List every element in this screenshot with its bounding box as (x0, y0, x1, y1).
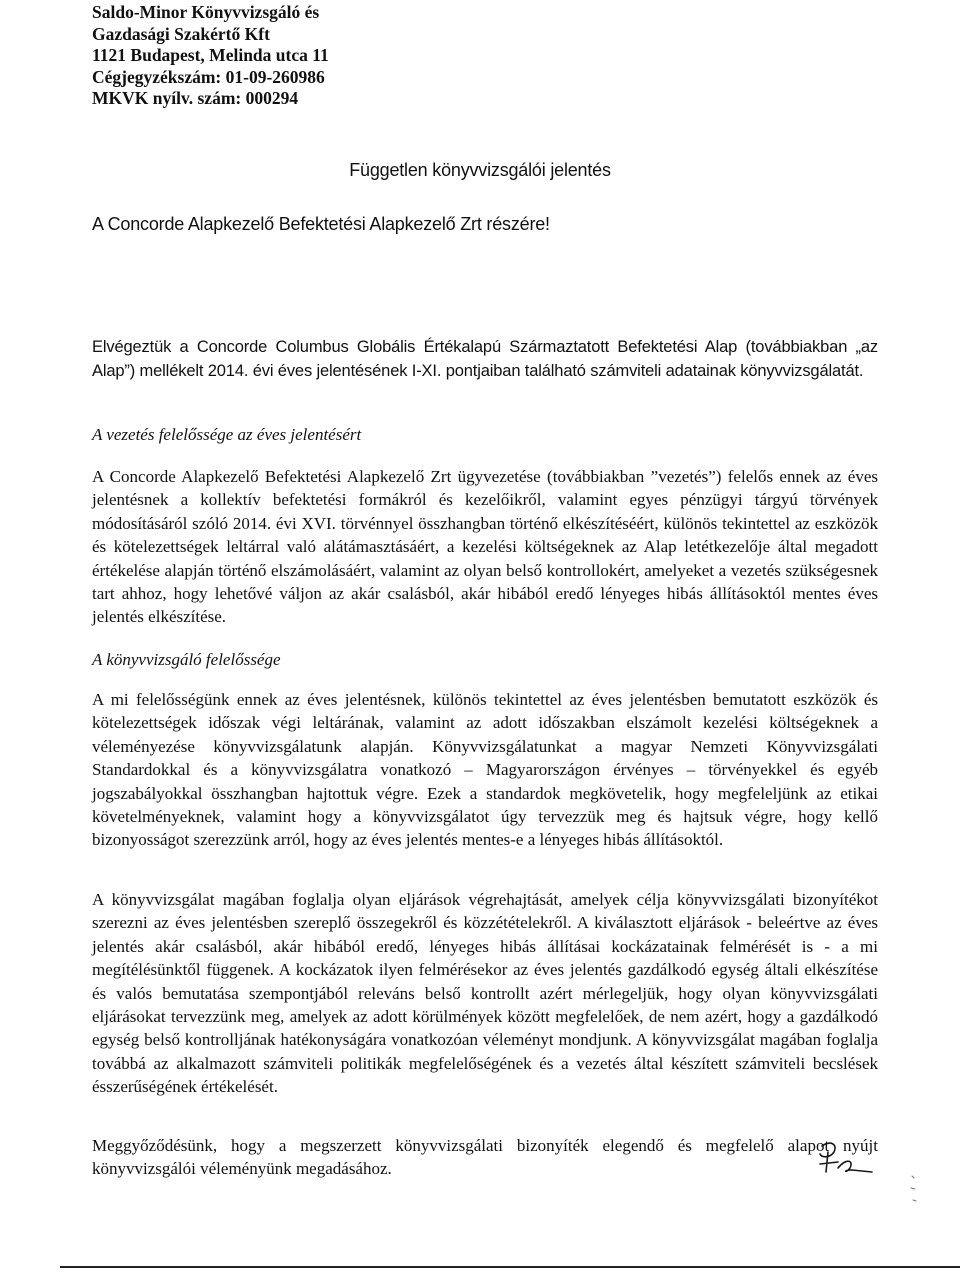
letterhead-line: Saldo-Minor Könyvvizsgáló és (92, 2, 320, 22)
section-title-auditor: A könyvvizsgáló felelőssége (92, 650, 281, 669)
bottom-divider (60, 1266, 960, 1268)
intro-paragraph: Elvégeztük a Concorde Columbus Globális Értékalapú Származtatott Befektetési Alap (továbbiakban „az Alap”) mellékelt 2014. évi éves jelentésének I-XI. pontjaiban található számviteli adatainak könyvvizsgálatát. (92, 338, 878, 380)
signature-initials (808, 1138, 878, 1186)
addressee: A Concorde Alapkezelő Befektetési Alapkezelő Zrt részére! (92, 214, 550, 234)
letterhead-line: Cégjegyzékszám: 01-09-260986 (92, 66, 325, 87)
section-title-management: A vezetés felelőssége az éves jelentésért (92, 425, 362, 444)
letterhead (92, 2, 329, 110)
paragraph-management-responsibility: A Concorde Alapkezelő Befektetési Alapkezelő Zrt ügyvezetése (továbbiakban ”vezetés”) felelős ennek az éves jelentésnek a kollektív befektetési formákról és kezelőikről, valamint egyes pénzügyi tárgyú törvények módosításáról szóló 2014. évi XVI. törvénnyel összhangban történő elkészítéséért, különös tekintettel az eszközök és kötelezettségek leltárral való alátámasztásáért, a kezelési költségeknek az Alap letétkezelője által megadott értékelése alapján történő elszámolásáért, valamint az olyan belső kontrollokért, amelyeket a vezetés szükségesnek tart ahhoz, hogy lehetővé váljon az akár csalásból, akár hibából eredő lényeges hibás állításoktól mentes éves jelentés elkészítése. (92, 467, 878, 627)
letterhead-line: 1121 Budapest, Melinda utca 11 (92, 45, 329, 65)
paragraph-audit-procedures: A könyvvizsgálat magában foglalja olyan eljárások végrehajtását, amelyek célja könyvvizsgálati bizonyítékot szerezni az éves jelentésben szereplő összegekről és közzétételekről. A kiválasztott eljárások - beleértve az éves jelentés akár csalásból, akár hibából eredő, lényeges hibás állításai kockázatainak felmérését is - a mi megítélésünktől függenek. A kockázatok ilyen felmérésekor az éves jelentés gazdálkodó egység általi elkészítése és valós bemutatása szempontjából releváns belső kontrollt azért mérlegeljük, hogy olyan könyvvizsgálati eljárásokat tervezzünk meg, amelyek az adott körülmények között megfelelőek, de nem azért, hogy a gazdálkodó egység belső kontrolljának hatékonyságára vonatkozóan véleményt mondjunk. A könyvvizsgálat magában foglalja továbbá az alkalmazott számviteli politikák megfelelőségének és a vezetés által készített számviteli becslések ésszerűségének értékelését. (92, 890, 878, 1097)
letterhead-line: Gazdasági Szakértő Kft (92, 23, 270, 44)
paragraph-auditor-responsibility: A mi felelősségünk ennek az éves jelentésnek, különös tekintettel az éves jelentésben bemutatott eszközök és kötelezettségek időszak végi leltárának, valamint az adott időszakban elszámolt kezelési költségeknek a véleményezése könyvvizsgálatunk alapján. Könyvvizsgálatunkat a magyar Nemzeti Könyvvizsgálati Standardokkal és a könyvvizsgálatra vonatkozó – Magyarországon érvényes – törvényekkel és egyéb jogszabályokkal összhangban hajtottuk végre. Ezek a standardok megkövetelik, hogy megfeleljünk az etikai követelményeknek, valamint hogy a könyvvizsgálatot úgy tervezzük meg és hajtsuk végre, hogy kellő bizonyosságot szerezzünk arról, hogy az éves jelentés mentes-e a lényeges hibás állításoktól. (92, 690, 878, 850)
margin-mark (906, 1170, 922, 1210)
letterhead-line: MKVK nyílv. szám: 000294 (92, 88, 299, 108)
paragraph-audit-evidence: Meggyőződésünk, hogy a megszerzett könyvvizsgálati bizonyíték elegendő és megfelelő alapot nyújt könyvvizsgálói véleményünk megadásához. (92, 1136, 878, 1179)
document-title: Független könyvvizsgálói jelentés (349, 160, 611, 180)
